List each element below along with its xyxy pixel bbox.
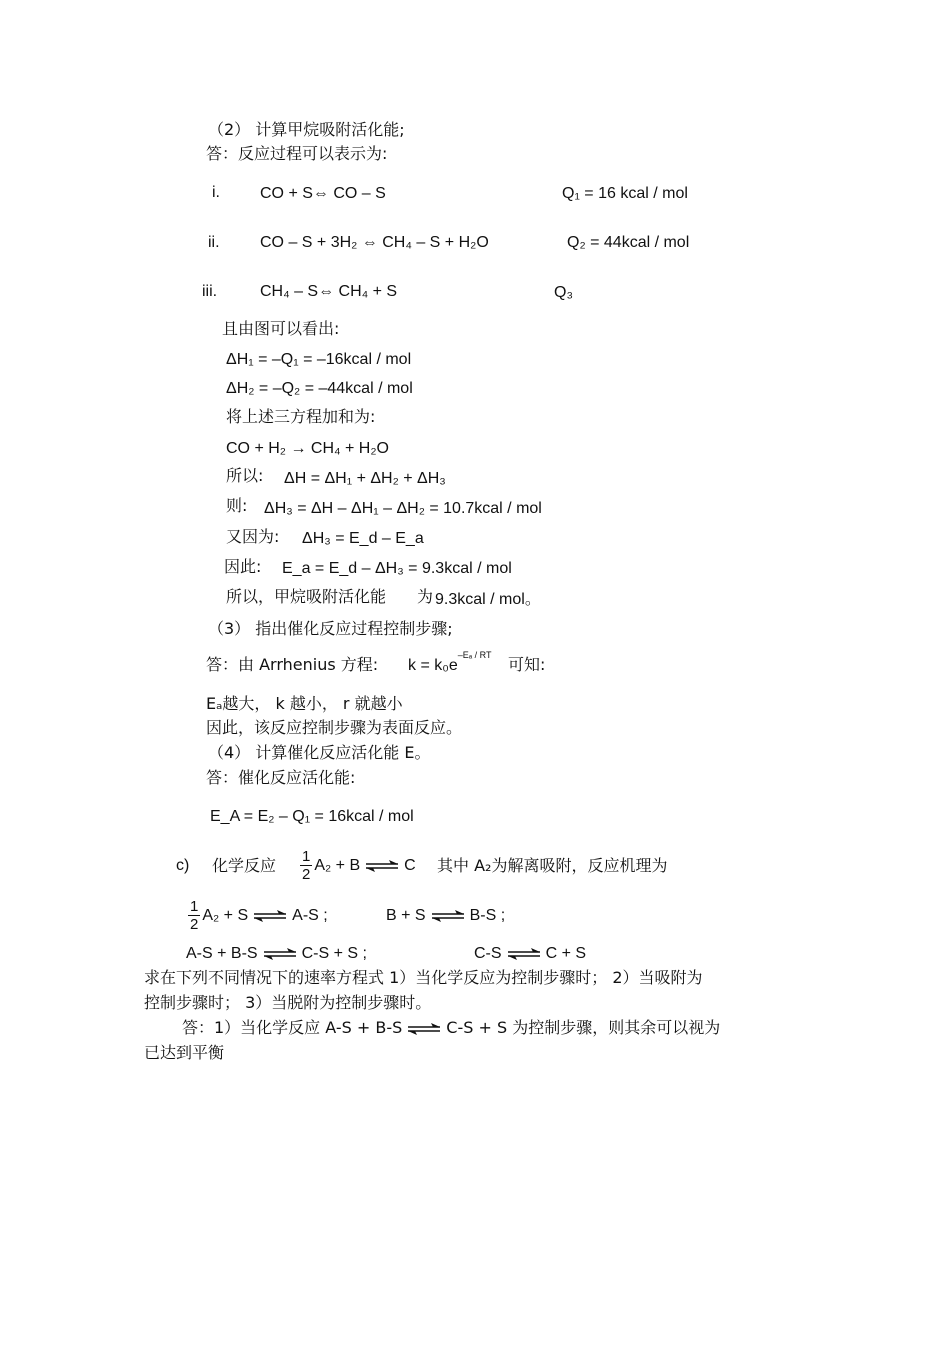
step-3-number: iii.: [202, 283, 218, 300]
equilibrium-arrow-icon: [364, 860, 400, 872]
q3-line-2: 因此，该反应控制步骤为表面反应。: [206, 718, 463, 737]
reaction-lhs: A₂ + B: [314, 857, 361, 874]
mech4-rhs: C + S: [545, 945, 587, 962]
dh2-equation: ΔH₂ = –Q₂ = –44kcal / mol: [226, 380, 413, 397]
equilibrium-arrow-icon: [430, 910, 466, 922]
step-3-equation: CH₄ – S⇔ CH₄ + S: [260, 283, 398, 300]
overall-reaction: CO + H₂ → CH₄ + H₂O: [226, 440, 389, 457]
dh1-equation: ΔH₁ = –Q₁ = –16kcal / mol: [226, 351, 412, 368]
mechanism-step-2: [386, 906, 505, 926]
mech1-lhs: A₂ + S: [202, 907, 249, 924]
step-1-heat: Q₁ = 16 kcal / mol: [562, 185, 688, 202]
so-equation: ΔH = ΔH₁ + ΔH₂ + ΔH₃: [284, 470, 446, 487]
mech1-rhs: A-S ;: [292, 907, 328, 924]
answer-pre: 答：1）当化学反应 A-S + B-S: [182, 1018, 403, 1037]
mechanism-step-4: [474, 944, 586, 964]
half-fraction: $\frac{1}{2}$: [302, 848, 311, 884]
because-label: 又因为:: [226, 527, 280, 546]
from-figure-text: 且由图可以看出:: [222, 319, 340, 338]
answer-post: C-S + S 为控制步骤，则其余可以视为: [446, 1018, 721, 1037]
mech2-lhs: B + S: [386, 907, 426, 924]
equilibrium-arrow-icon: [262, 948, 298, 960]
therefore-label: 因此:: [224, 557, 262, 576]
therefore-equation: E_a = E_d – ΔH₃ = 9.3kcal / mol: [282, 560, 512, 577]
arrhenius-base: k = k₀e: [408, 657, 458, 674]
mechanism-step-3: [186, 944, 367, 964]
q3-answer-post: 可知:: [508, 655, 546, 674]
then-equation: ΔH₃ = ΔH – ΔH₁ – ΔH₂ = 10.7kcal / mol: [264, 500, 542, 517]
step-2-heat: Q₂ = 44kcal / mol: [567, 234, 690, 251]
q3-title: （3） 指出催化反应过程控制步骤;: [208, 619, 453, 638]
conclusion-value: 9.3kcal / mol。: [435, 591, 541, 608]
mechanism-step-1: [186, 894, 328, 938]
part-c-description: 其中 A₂为解离吸附，反应机理为: [437, 856, 668, 875]
equilibrium-arrow-icon: [506, 948, 542, 960]
q3-answer-pre: 答：由 Arrhenius 方程:: [206, 655, 379, 674]
equilibrium-arrow-icon: [406, 1023, 442, 1035]
equilibrium-arrow-icon: [252, 910, 288, 922]
arrhenius-exponent: –Eₐ / RT: [457, 650, 492, 660]
part-c-label: c): [176, 857, 190, 874]
answer-line-2: 已达到平衡: [144, 1043, 225, 1062]
then-label: 则:: [226, 496, 248, 515]
mech2-rhs: B-S ;: [469, 907, 506, 924]
because-equation: ΔH₃ = E_d – E_a: [302, 530, 424, 547]
q4-answer: 答：催化反应活化能:: [206, 768, 356, 787]
q4-equation: E_A = E₂ – Q₁ = 16kcal / mol: [210, 808, 414, 825]
step-2-equation: CO – S + 3H₂ ⇔ CH₄ – S + H₂O: [260, 234, 489, 251]
answer-line-1: [182, 1018, 720, 1038]
step-1-number: i.: [212, 184, 220, 201]
q2-answer: 答：反应过程可以表示为:: [206, 144, 388, 163]
conclusion-mid: 为: [417, 587, 434, 606]
sum-text: 将上述三方程加和为:: [226, 407, 376, 426]
part-c-reaction: [298, 843, 416, 889]
mech3-lhs: A-S + B-S: [186, 945, 258, 962]
question-line-1: 求在下列不同情况下的速率方程式 1）当化学反应为控制步骤时； 2）当吸附为: [144, 968, 703, 987]
arrhenius-formula: [408, 650, 492, 677]
q3-line-1: Eₐ越大， k 越小， r 就越小: [206, 694, 403, 713]
mech4-lhs: C-S: [474, 945, 502, 962]
reaction-rhs: C: [404, 857, 416, 874]
conclusion-text: 所以，甲烷吸附活化能: [226, 587, 387, 606]
question-line-2: 控制步骤时； 3）当脱附为控制步骤时。: [144, 993, 432, 1012]
mech3-rhs: C-S + S ;: [301, 945, 367, 962]
part-c-intro: 化学反应: [212, 856, 277, 875]
q4-title: （4） 计算催化反应活化能 E。: [208, 743, 431, 762]
step-2-number: ii.: [208, 234, 220, 251]
so-label: 所以:: [226, 466, 264, 485]
half-fraction: $\frac{1}{2}$: [190, 898, 199, 934]
q2-title: （2） 计算甲烷吸附活化能;: [208, 120, 405, 139]
step-1-equation: CO + S⇔ CO – S: [260, 185, 386, 202]
step-3-heat: Q₃: [554, 284, 573, 301]
